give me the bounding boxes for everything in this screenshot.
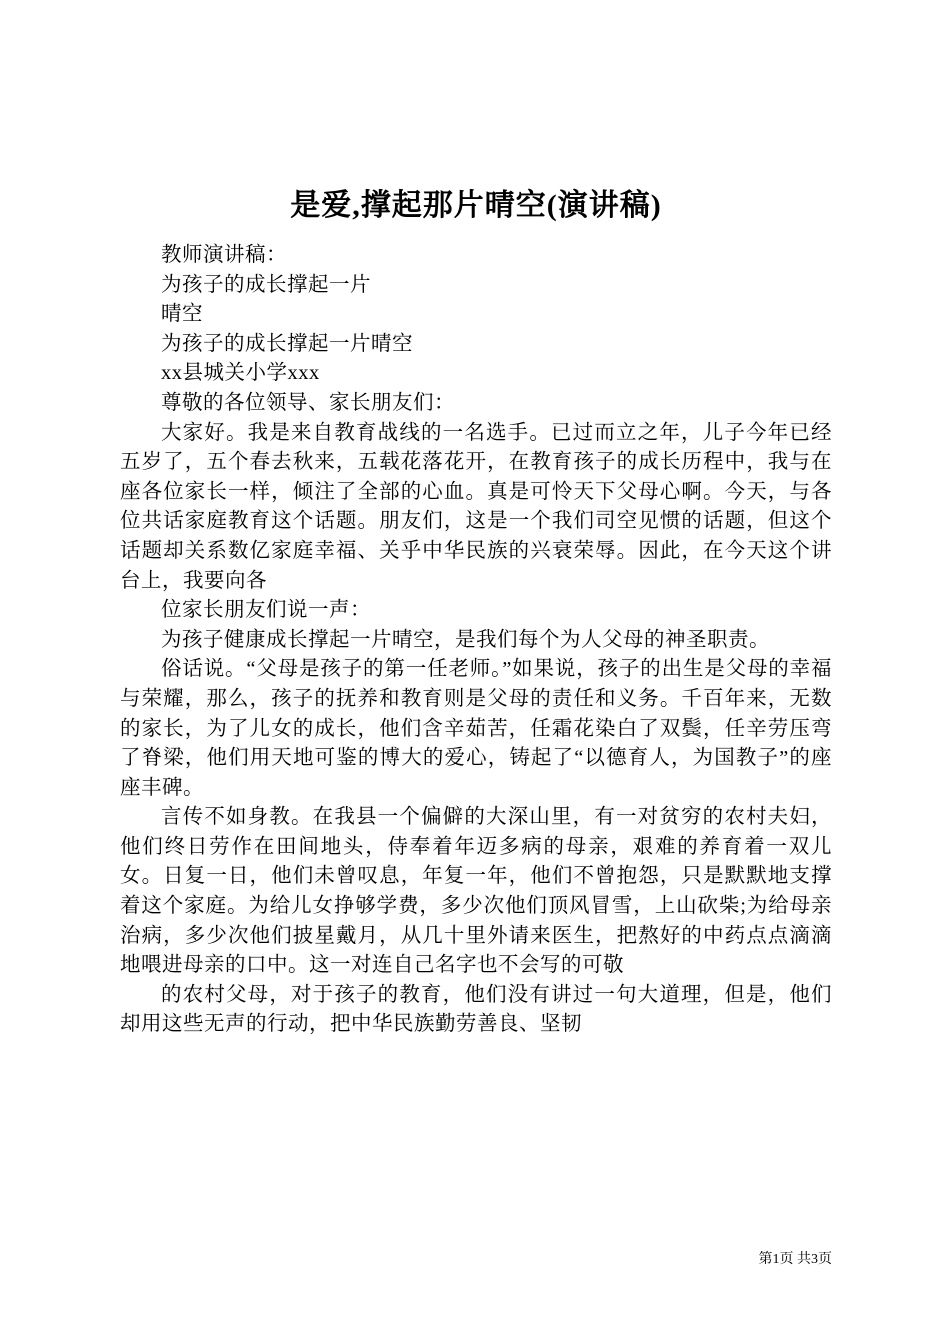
paragraph: 尊敬的各位领导、家长朋友们： [161, 391, 455, 414]
paragraph: 大家好。我是来自教育战线的一名选手。已过而立之年，儿子今年已经五岁了，五个春去秋来，五载花落花开，在教育孩子的成长历程中，我与在座各位家长一样，倾注了全部的心血。真是可怜天下父母心啊。今天，与各位共话家庭教育这个话题。朋友们，这是一个我们司空见惯的话题，但这个话题却关系数亿家庭幸福、关乎中华民族的兴衰荣辱。因此，在今天这个讲台上，我要向各 [120, 421, 832, 592]
paragraph: 晴空 [161, 303, 203, 326]
paragraph: 的农村父母，对于孩子的教育，他们没有讲过一句大道理，但是，他们却用这些无声的行动，把中华民族勤劳善良、坚韧 [120, 983, 832, 1036]
page-number-label: 第1页 共3页 [758, 1252, 832, 1267]
paragraph: 为孩子的成长撑起一片 [161, 273, 371, 296]
paragraph: 教师演讲稿： [161, 244, 287, 266]
paragraph: 位家长朋友们说一声： [161, 599, 371, 622]
document-body [120, 241, 832, 1040]
paragraph: 为孩子的成长撑起一片晴空 [161, 332, 413, 355]
paragraph: xx县城关小学xxx [161, 362, 320, 385]
paragraph: 言传不如身教。在我县一个偏僻的大深山里，有一对贫穷的农村夫妇，他们终日劳作在田间地头，侍奉着年迈多病的母亲，艰难的养育着一双儿女。日复一日，他们未曾叹息，年复一年，他们不曾抱怨，只是默默地支撑着这个家庭。为给儿女挣够学费，多少次他们顶风冒雪，上山砍柴;为给母亲治病，多少次他们披星戴月，从几十里外请来医生，把熬好的中药点点滴滴地喂进母亲的口中。这一对连自己名字也不会写的可敬 [120, 806, 832, 977]
page-footer [759, 1248, 833, 1268]
document-title: 是爱,撑起那片晴空(演讲稿) [290, 189, 662, 222]
paragraph: 俗话说。“父母是孩子的第一任老师。”如果说，孩子的出生是父母的幸福与荣耀，那么，孩子的抚养和教育则是父母的责任和义务。千百年来，无数的家长，为了儿女的成长，他们含辛茹苦，任霜花染白了双鬓，任辛劳压弯了脊梁，他们用天地可鉴的博大的爱心，铸起了“以德育人，为国教子”的座座丰碑。 [120, 658, 832, 799]
paragraph: 为孩子健康成长撑起一片晴空，是我们每个为人父母的神圣职责。 [161, 628, 770, 651]
